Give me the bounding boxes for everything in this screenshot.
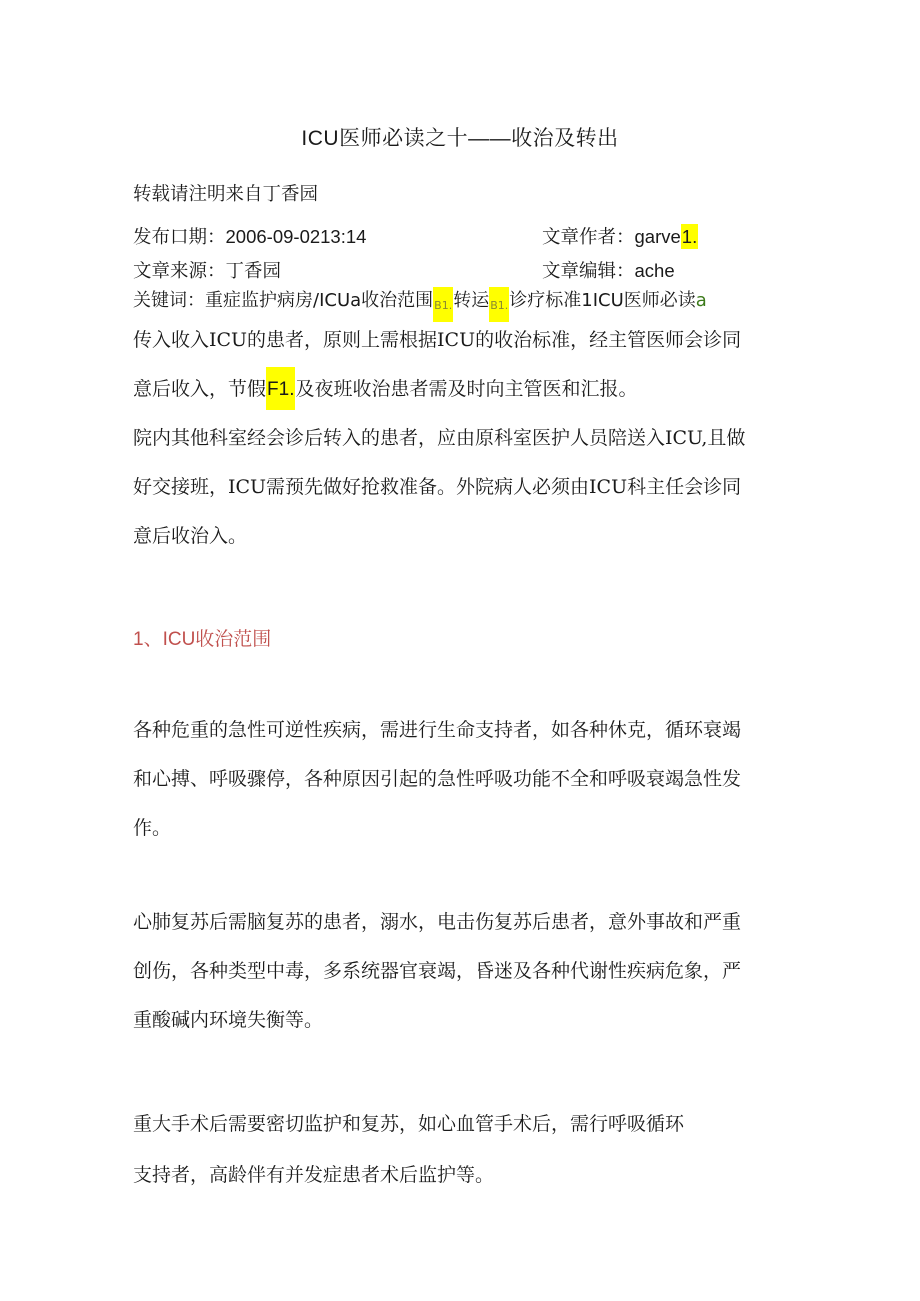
editor-value: ache: [634, 260, 675, 281]
intro-line-1: 传入收入ICU的患者，原则上需根据ICU的收治标准，经主管医师会诊同: [133, 329, 742, 351]
scope-p1-line-3: 作。: [133, 817, 172, 839]
scope-p2-line-2: 创伤，各种类型中毒，多系统器官衰竭，昏迷及各种代谢性疾病危象，严: [133, 960, 742, 982]
scope-paragraph-1: [133, 706, 741, 853]
article-editor: [542, 257, 675, 283]
keywords-mark2: B1.: [489, 287, 509, 322]
source-value: 丁香园: [225, 261, 282, 282]
intro-highlight-mark: F1.: [266, 367, 295, 410]
source-label: 文章来源：: [133, 261, 226, 282]
keywords-part3: 诊疗标准1ICU医师必读: [509, 290, 696, 311]
author-highlight-mark: 1.: [681, 226, 698, 247]
author-label: 文章作者：: [542, 227, 635, 248]
intro-paragraph: [133, 316, 745, 561]
scope-p1-line-2: 和心搏、呼吸骤停，各种原因引起的急性呼吸功能不全和呼吸衰竭急性发: [133, 768, 742, 790]
repost-note: 转载请注明来自丁香园: [133, 184, 319, 205]
keywords-part1: 重症监护病房/ICUa收治范围: [205, 290, 434, 311]
intro-line-3: 院内其他科室经会诊后转入的患者，应由原科室医护人员陪送入ICU,且做: [133, 427, 746, 449]
scope-p2-line-3: 重酸碱内环境失衡等。: [133, 1009, 324, 1031]
author-value: garve: [634, 226, 681, 247]
publish-date-value: 2006-09-0213:14: [225, 226, 367, 247]
document-title: ICU医师必读之十——收治及转出: [301, 127, 619, 150]
intro-line-2-a: 意后收入，节假: [133, 378, 267, 400]
intro-line-4: 好交接班，ICU需预先做好抢救准备。外院病人必须由ICU科主任会诊同: [133, 476, 742, 498]
keywords-tail: a: [695, 290, 707, 311]
editor-label: 文章编辑：: [542, 261, 635, 282]
intro-line-5: 意后收治入。: [133, 525, 248, 547]
keywords-part2: 转运: [453, 290, 490, 311]
publish-date-label: 发布口期：: [133, 227, 226, 248]
scope-p3-line-2: 支持者，高龄伴有并发症患者术后监护等。: [133, 1164, 495, 1186]
scope-p1-line-1: 各种危重的急性可逆性疾病，需进行生命支持者，如各种休克，循环衰竭: [133, 719, 742, 741]
article-source: [133, 257, 281, 283]
scope-p2-line-1: 心肺复苏后需脑复苏的患者，溺水，电击伤复苏后患者，意外事故和严重: [133, 911, 742, 933]
section-heading-admission-scope: 1、ICU收治范围: [133, 629, 272, 650]
intro-line-2-b: 及夜班收治患者需及时向主管医和汇报。: [295, 378, 638, 400]
scope-p3-line-1: 重大手术后需要密切监护和复苏，如心血管手术后，需行呼吸循环: [133, 1113, 685, 1135]
keywords-mark1: B1.: [433, 287, 453, 322]
publish-date: [133, 223, 366, 249]
scope-paragraph-3: [133, 1100, 684, 1200]
keywords-line: [133, 286, 707, 312]
keywords-label: 关键词：: [133, 290, 205, 311]
article-author: [542, 223, 698, 249]
scope-paragraph-2: [133, 898, 741, 1045]
intro-line-2: [133, 365, 745, 414]
